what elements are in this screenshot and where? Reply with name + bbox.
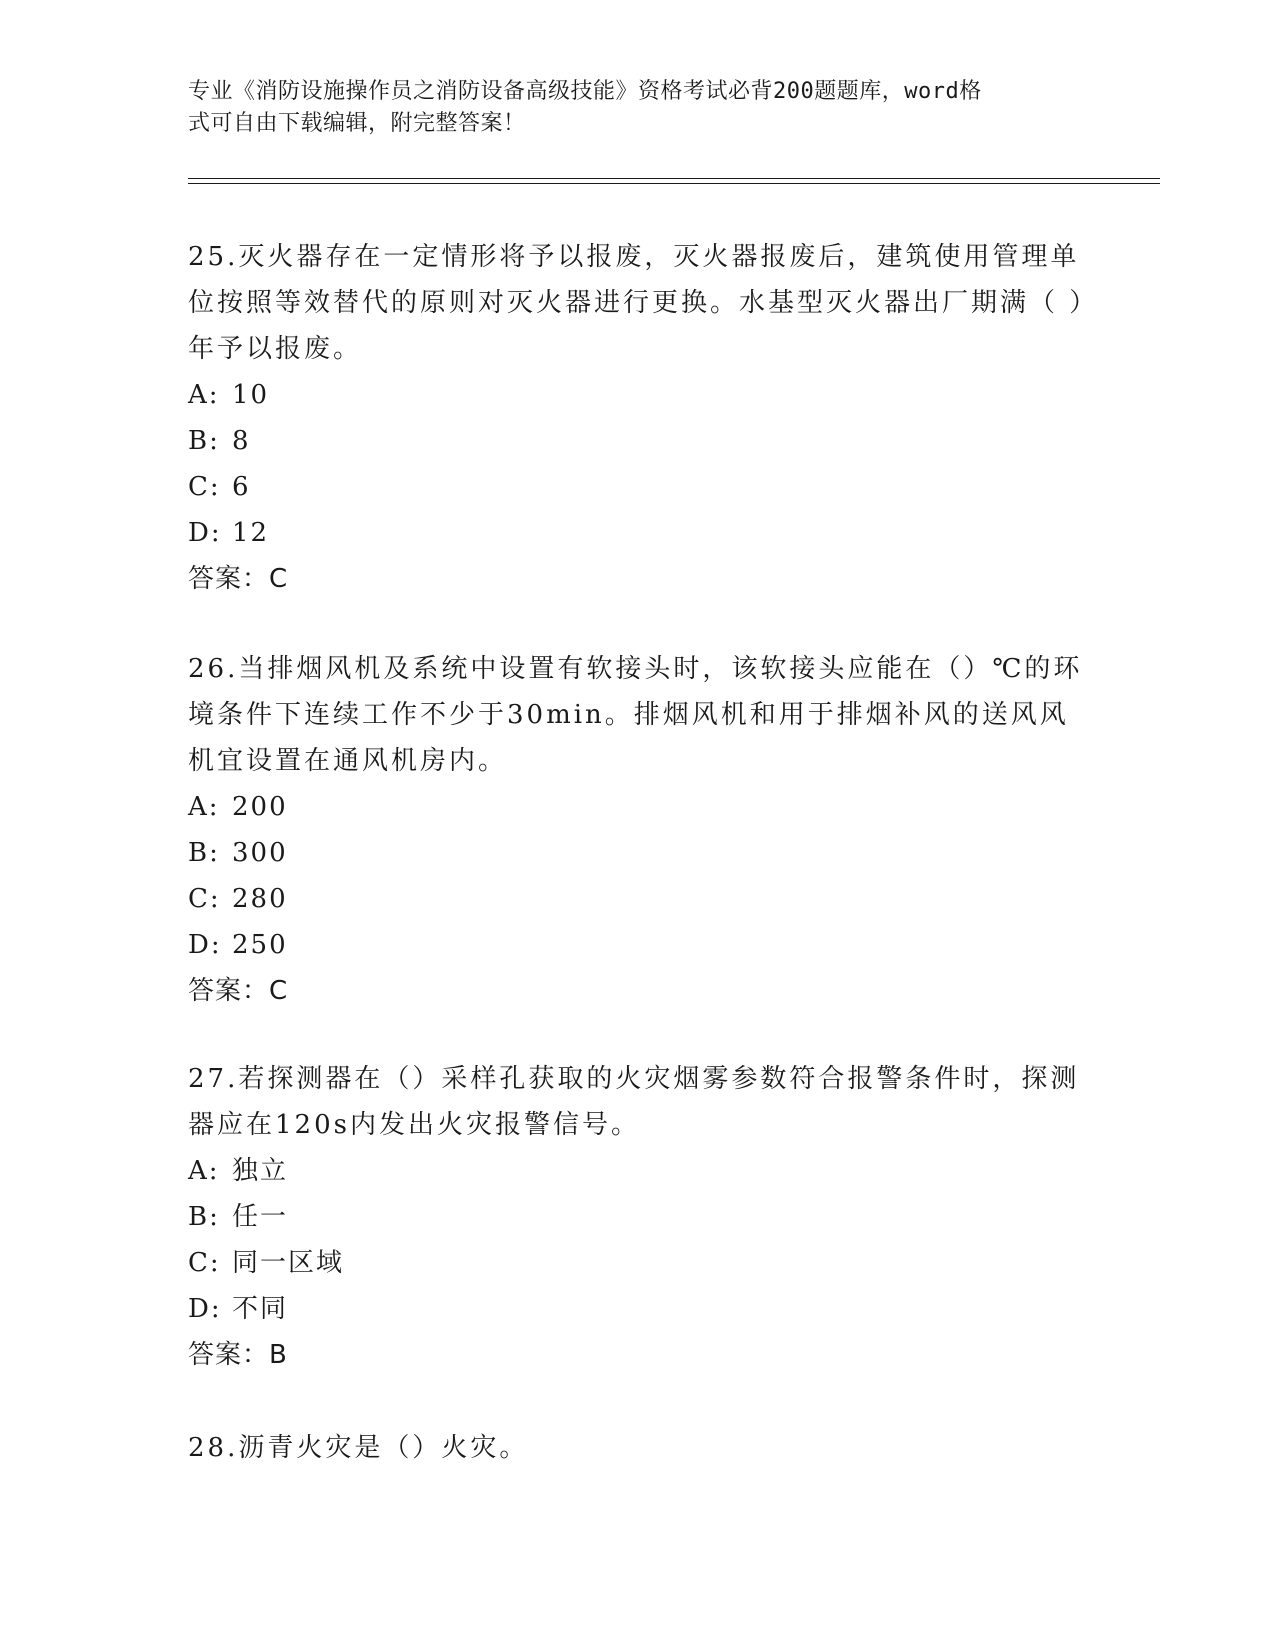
option-b (188, 418, 1088, 464)
answer: 答案：C (188, 564, 289, 594)
option-letter: B: (188, 1202, 220, 1232)
answer: 答案：B (188, 1340, 288, 1370)
option-letter: C: (188, 1248, 221, 1278)
option-letter: D: (188, 1294, 222, 1324)
option-b (188, 1194, 1088, 1240)
option-letter: B: (188, 838, 220, 868)
answer: 答案：C (188, 976, 289, 1006)
option-c (188, 1240, 1088, 1286)
option-text: 200 (232, 792, 288, 822)
option-a (188, 784, 1088, 830)
question-28 (188, 1425, 1088, 1471)
option-text: 250 (232, 930, 288, 960)
option-d (188, 510, 1088, 556)
option-text: 10 (232, 380, 270, 410)
option-text: 6 (232, 472, 251, 502)
option-text: 300 (232, 838, 288, 868)
option-text: 同一区域 (232, 1248, 345, 1278)
option-text: 280 (232, 884, 288, 914)
question-stem: 28.沥青火灾是（）火灾。 (188, 1433, 529, 1463)
option-b (188, 830, 1088, 876)
question-27 (188, 1056, 1088, 1378)
header-rule-bottom (188, 183, 1160, 184)
option-text: 任一 (232, 1202, 289, 1232)
option-a (188, 372, 1088, 418)
header-rule-top (188, 178, 1160, 179)
header-line-1: 专业《消防设施操作员之消防设备高级技能》资格考试必背200题题库，word格 (188, 79, 982, 104)
option-a (188, 1148, 1088, 1194)
option-c (188, 464, 1088, 510)
question-stem: 25.灭火器存在一定情形将予以报废，灭火器报废后，建筑使用管理单位按照等效替代的原则对灭火器进行更换。水基型灭火器出厂期满（ ）年予以报废。 (188, 242, 1086, 364)
question-stem: 26.当排烟风机及系统中设置有软接头时，该软接头应能在（）℃的环境条件下连续工作不少于30min。排烟风机和用于排烟补风的送风风机宜设置在通风机房内。 (188, 654, 1083, 776)
option-text: 12 (232, 518, 270, 548)
question-25 (188, 234, 1088, 602)
option-d (188, 1286, 1088, 1332)
question-26 (188, 646, 1088, 1014)
option-letter: A: (188, 1156, 220, 1186)
header-line-2: 式可自由下载编辑，附完整答案！ (188, 111, 526, 136)
option-text: 独立 (232, 1156, 289, 1186)
option-letter: A: (188, 792, 220, 822)
option-text: 8 (232, 426, 251, 456)
option-letter: C: (188, 472, 221, 502)
option-letter: B: (188, 426, 220, 456)
option-letter: D: (188, 930, 222, 960)
question-stem: 27.若探测器在（）采样孔获取的火灾烟雾参数符合报警条件时，探测器应在120s内发出火灾报警信号。 (188, 1064, 1080, 1140)
option-letter: D: (188, 518, 222, 548)
option-text: 不同 (232, 1294, 289, 1324)
option-letter: C: (188, 884, 221, 914)
document-header (188, 76, 1068, 140)
option-c (188, 876, 1088, 922)
option-d (188, 922, 1088, 968)
option-letter: A: (188, 380, 220, 410)
